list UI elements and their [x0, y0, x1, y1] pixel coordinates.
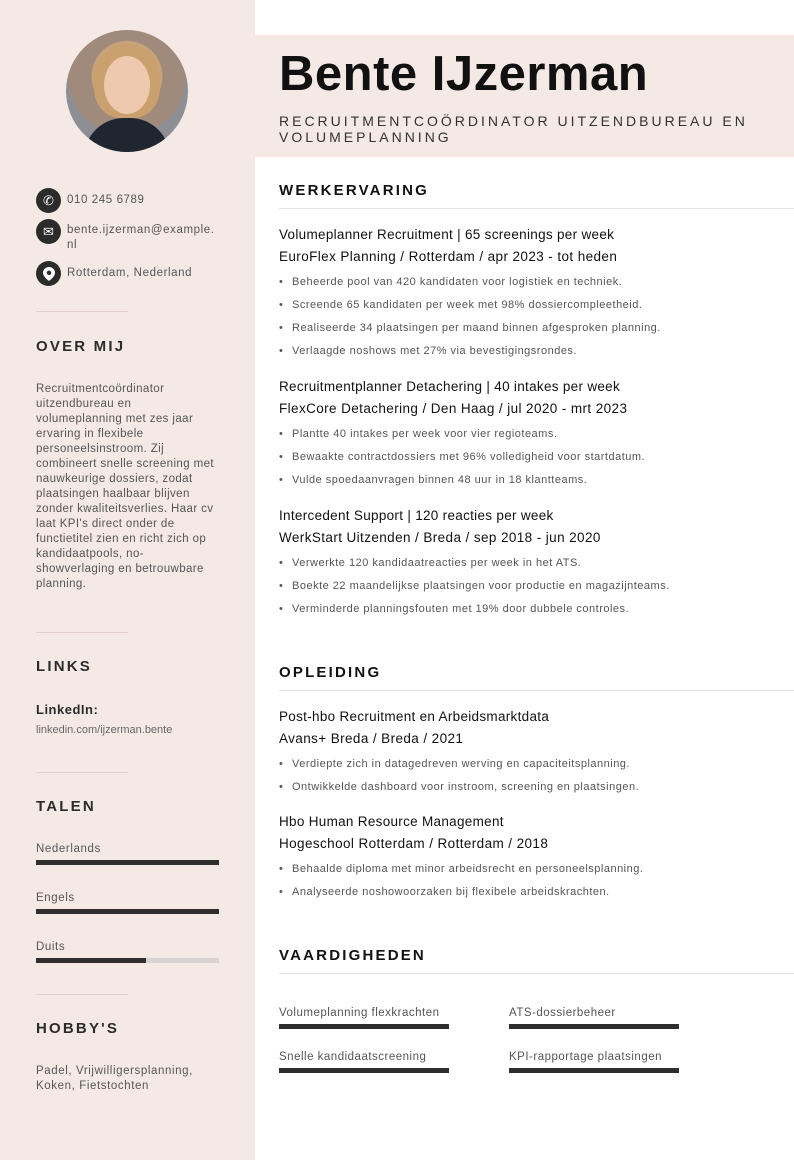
photo-shoulders: [84, 118, 170, 152]
linkedin-link[interactable]: linkedin.com/ijzerman.bente: [36, 724, 173, 736]
contact-location: [36, 261, 219, 286]
job-title: Intercedent Support | 120 reacties per week: [279, 508, 554, 523]
skill-level-bar: [279, 1068, 449, 1073]
sidebar: [0, 0, 255, 1160]
languages-heading: TALEN: [36, 798, 96, 815]
job-company: WerkStart Uitzenden / Breda / sep 2018 - jun 2020: [279, 530, 601, 545]
bullet: • Verlaagde noshows met 27% via bevestigingsrondes.: [279, 340, 779, 363]
divider: [36, 772, 128, 773]
job-title: Volumeplanner Recruitment | 65 screenings per week: [279, 227, 615, 242]
contact-phone: [36, 188, 219, 213]
skill-name: KPI-rapportage plaatsingen: [509, 1051, 663, 1063]
bullet: • Boekte 22 maandelijkse plaatsingen voor productie en magazijnteams.: [279, 575, 779, 598]
bullet: • Screende 65 kandidaten per week met 98% dossiercompleetheid.: [279, 294, 779, 317]
education-title: Hbo Human Resource Management: [279, 814, 504, 829]
section-divider: [279, 690, 794, 691]
education-item: [279, 706, 779, 799]
bullet: • Bewaakte contractdossiers met 96% volledigheid voor startdatum.: [279, 446, 779, 469]
language-item: [36, 843, 219, 865]
skills-heading: VAARDIGHEDEN: [279, 947, 426, 964]
candidate-name: Bente IJzerman: [279, 47, 649, 101]
language-item: [36, 892, 219, 914]
bullet: • Vulde spoedaanvragen binnen 48 uur in 18 klantteams.: [279, 469, 779, 492]
job-company: FlexCore Detachering / Den Haag / jul 2020 - mrt 2023: [279, 401, 628, 416]
divider: [36, 632, 128, 633]
job-title: Recruitmentplanner Detachering | 40 intakes per week: [279, 379, 621, 394]
email-link[interactable]: bente.ijzerman@example.nl: [67, 224, 215, 251]
education-item: [279, 811, 779, 904]
language-item: [36, 941, 219, 963]
profile-photo: [66, 30, 188, 152]
skill-level-bar: [279, 1024, 449, 1029]
bullet: • Ontwikkelde dashboard voor instroom, screening en plaatsingen.: [279, 776, 779, 799]
hobbies-heading: HOBBY'S: [36, 1020, 120, 1037]
bullet: • Analyseerde noshowoorzaken bij flexibele arbeidskrachten.: [279, 881, 779, 904]
experience-item: [279, 224, 779, 363]
location-text: Rotterdam, Nederland: [67, 267, 193, 279]
bullet: • Plantte 40 intakes per week voor vier regioteams.: [279, 423, 779, 446]
mail-icon: ✉: [36, 219, 61, 244]
photo-face: [104, 56, 150, 114]
bullet: • Verwerkte 120 kandidaatreacties per week in het ATS.: [279, 552, 779, 575]
language-level-fill: [36, 909, 219, 914]
job-bullets: [279, 552, 779, 621]
map-pin-icon: [36, 261, 61, 286]
links-heading: LINKS: [36, 658, 92, 675]
section-divider: [279, 208, 794, 209]
phone-text: 010 245 6789: [67, 194, 145, 206]
divider: [36, 311, 128, 312]
skill-item: [279, 1036, 449, 1073]
skill-item: [509, 992, 679, 1029]
skill-item: [279, 992, 449, 1029]
hobbies-text: Padel, Vrijwilligersplanning, Koken, Fietstochten: [36, 1065, 193, 1092]
language-level-fill: [36, 958, 146, 963]
section-divider: [279, 973, 794, 974]
about-text: Recruitmentcoördinator uitzendbureau en volumeplanning met zes jaar ervaring in flexibele personeelsinstroom. Zij combineert snelle screening met nauwkeurige dossiers, zodat plaatsingen haalbaar blijven zonder kwaliteitsverlies. Haar cv laat KPI's direct onder de functietitel zien en richt zich op kandidaatpools, no-showverlaging en betrouwbare planning.: [36, 383, 214, 590]
phone-icon: ✆: [36, 188, 61, 213]
education-bullets: [279, 858, 779, 904]
bullet: • Verdiepte zich in datagedreven werving en capaciteitsplanning.: [279, 753, 779, 776]
bullet: • Realiseerde 34 plaatsingen per maand binnen afgesproken planning.: [279, 317, 779, 340]
job-company: EuroFlex Planning / Rotterdam / apr 2023 - tot heden: [279, 249, 618, 264]
education-bullets: [279, 753, 779, 799]
experience-heading: WERKERVARING: [279, 182, 430, 199]
candidate-role: RECRUITMENTCOÖRDINATOR UITZENDBUREAU EN VOLUMEPLANNING: [279, 113, 748, 145]
bullet: • Behaalde diploma met minor arbeidsrecht en personeelsplanning.: [279, 858, 779, 881]
language-level-bar: [36, 909, 219, 914]
skill-name: Snelle kandidaatscreening: [279, 1051, 427, 1063]
contact-email: [36, 219, 219, 253]
bullet: • Beheerde pool van 420 kandidaten voor logistiek en techniek.: [279, 271, 779, 294]
education-school: Avans+ Breda / Breda / 2021: [279, 731, 464, 746]
language-name: Engels: [36, 892, 75, 904]
language-name: Duits: [36, 941, 66, 953]
experience-item: [279, 376, 779, 492]
language-name: Nederlands: [36, 843, 101, 855]
bullet: • Verminderde planningsfouten met 19% door dubbele controles.: [279, 598, 779, 621]
linkedin-label: LinkedIn:: [36, 702, 99, 717]
skill-level-bar: [509, 1024, 679, 1029]
education-school: Hogeschool Rotterdam / Rotterdam / 2018: [279, 836, 549, 851]
education-title: Post-hbo Recruitment en Arbeidsmarktdata: [279, 709, 550, 724]
experience-item: [279, 505, 779, 621]
education-heading: OPLEIDING: [279, 664, 382, 681]
divider: [36, 994, 128, 995]
skill-name: ATS-dossierbeheer: [509, 1007, 616, 1019]
language-level-bar: [36, 958, 219, 963]
skill-level-bar: [509, 1068, 679, 1073]
about-heading: OVER MIJ: [36, 338, 126, 355]
language-level-fill: [36, 860, 219, 865]
skill-name: Volumeplanning flexkrachten: [279, 1007, 440, 1019]
skill-item: [509, 1036, 679, 1073]
job-bullets: [279, 271, 779, 363]
language-level-bar: [36, 860, 219, 865]
job-bullets: [279, 423, 779, 492]
